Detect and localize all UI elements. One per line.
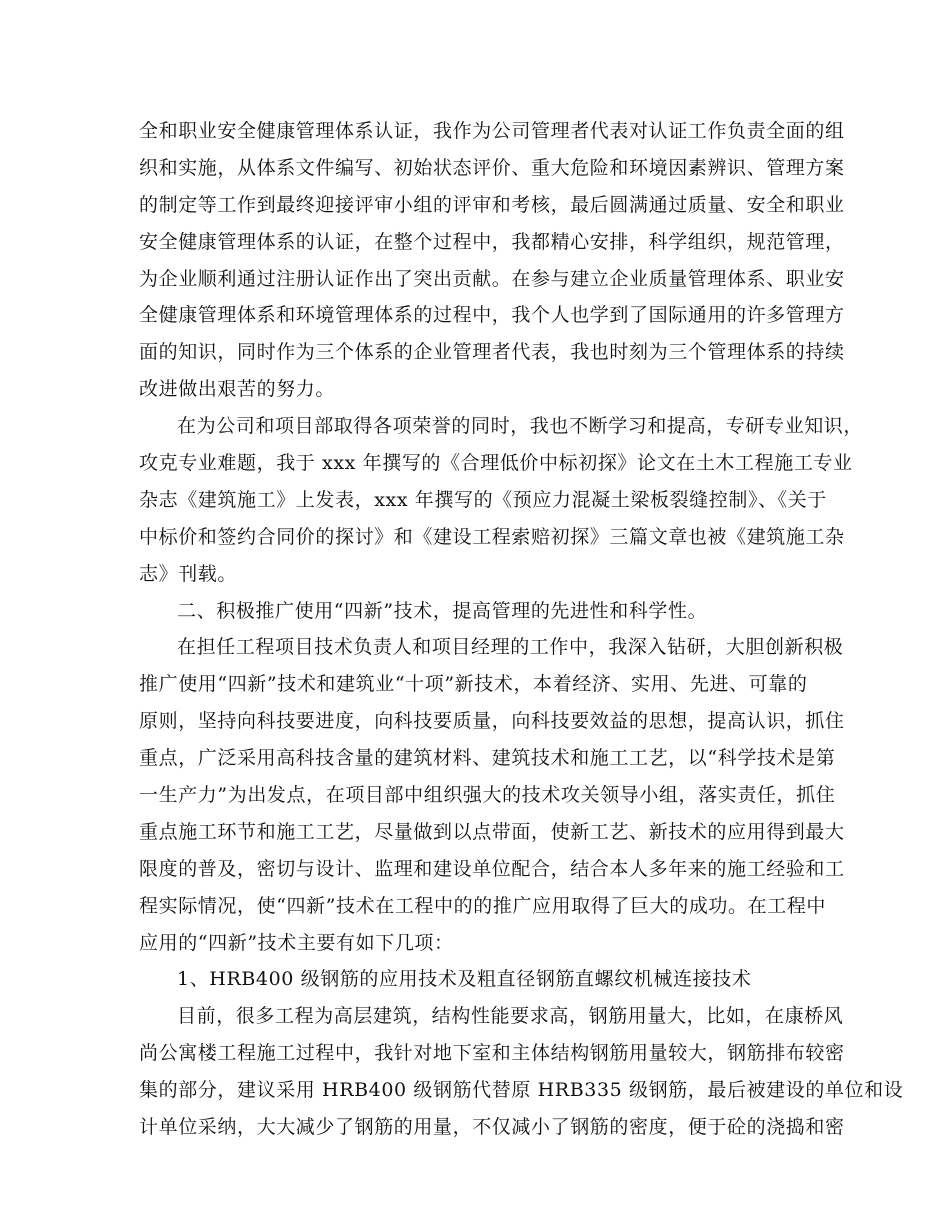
- text-line: 攻克专业难题，我于 xxx 年撰写的《合理低价中标初探》论文在土木工程施工专业: [139, 452, 853, 475]
- text-line: 改进做出艰苦的努力。: [139, 378, 336, 401]
- text-line: 一生产力”为出发点，在项目部中组织强大的技术攻关领导小组，落实责任，抓住: [139, 784, 836, 807]
- text-line: 推广使用“四新”技术和建筑业“十项”新技术，本着经济、实用、先进、可靠的: [139, 673, 808, 696]
- text-line: 重点施工环节和施工工艺，尽量做到以点带面，使新工艺、新技术的应用得到最大: [139, 820, 845, 843]
- text-line: 中标价和签约合同价的探讨》和《建设工程索赔初探》三篇文章也被《建筑施工杂: [139, 525, 845, 548]
- text-line: 全和职业安全健康管理体系认证，我作为公司管理者代表对认证工作负责全面的组: [139, 120, 845, 142]
- paragraph-first-line: 在担任工程项目技术负责人和项目经理的工作中，我深入钻研，大胆创新积极: [177, 636, 844, 659]
- paragraph-first-line: 目前，很多工程为高层建筑，结构性能要求高，钢筋用量大，比如，在康桥风: [177, 1005, 844, 1028]
- text-line: 程实际情况，使“四新”技术在工程中的的推广应用取得了巨大的成功。在工程中: [139, 894, 827, 917]
- subsection-heading: 1、HRB400 级钢筋的应用技术及粗直径钢筋直螺纹机械连接技术: [177, 968, 752, 991]
- text-line: 计单位采纳，大大减少了钢筋的用量，不仅减小了钢筋的密度，便于砼的浇捣和密: [139, 1116, 845, 1139]
- text-line: 杂志《建筑施工》上发表，xxx 年撰写的《预应力混凝土梁板裂缝控制》、《关于: [139, 488, 827, 511]
- text-line: 全健康管理体系和环境管理体系的过程中，我个人也学到了国际通用的许多管理方: [139, 304, 845, 327]
- paragraph-first-line: 在为公司和项目部取得各项荣誉的同时，我也不断学习和提高，专研专业知识，: [177, 415, 864, 438]
- text-line: 志》刊载。: [139, 562, 238, 585]
- text-line: 安全健康管理体系的认证，在整个过程中，我都精心安排，科学组织，规范管理，: [139, 230, 845, 253]
- text-line: 为企业顺利通过注册认证作出了突出贡献。在参与建立企业质量管理体系、职业安: [139, 267, 845, 290]
- text-line: 应用的“四新”技术主要有如下几项：: [139, 931, 454, 954]
- text-line: 尚公寓楼工程施工过程中，我针对地下室和主体结构钢筋用量较大，钢筋排布较密: [139, 1042, 845, 1065]
- document-body: [139, 113, 904, 1146]
- text-line: 重点，广泛采用高科技含量的建筑材料、建筑技术和施工工艺，以“科学技术是第: [139, 747, 836, 770]
- text-line: 集的部分，建议采用 HRB400 级钢筋代替原 HRB335 级钢筋，最后被建设的单位和设: [139, 1079, 904, 1102]
- text-line: 面的知识，同时作为三个体系的企业管理者代表，我也时刻为三个管理体系的持续: [139, 341, 845, 364]
- section-heading: 二、积极推广使用“四新”技术，提高管理的先进性和科学性。: [177, 599, 708, 622]
- text-line: 织和实施，从体系文件编写、初始状态评价、重大危险和环境因素辨识、管理方案: [139, 156, 845, 179]
- text-line: 原则，坚持向科技要进度，向科技要质量，向科技要效益的思想，提高认识，抓住: [139, 710, 845, 733]
- text-line: 限度的普及，密切与设计、监理和建设单位配合，结合本人多年来的施工经验和工: [139, 857, 845, 880]
- text-line: 的制定等工作到最终迎接评审小组的评审和考核，最后圆满通过质量、安全和职业: [139, 193, 845, 216]
